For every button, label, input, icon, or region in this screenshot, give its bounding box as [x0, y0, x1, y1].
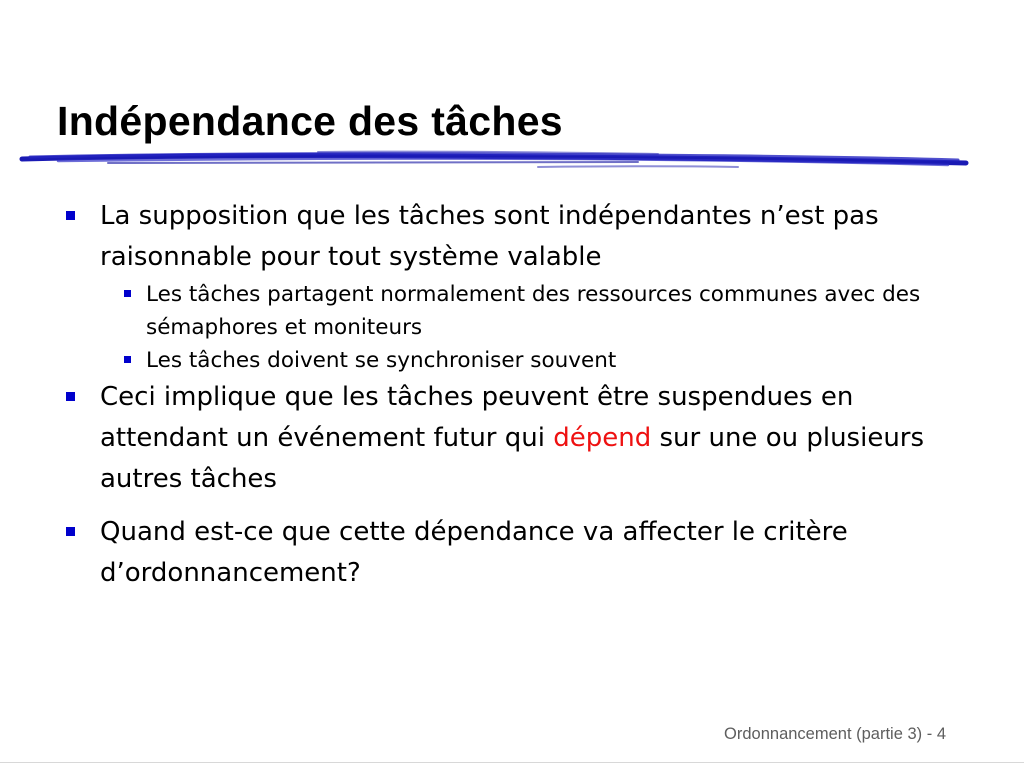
slide-title: Indépendance des tâches [57, 98, 563, 144]
square-bullet-icon [66, 527, 75, 536]
list-item [62, 196, 982, 278]
bullet-text-part: sur une ou plusieurs autres tâches [100, 423, 925, 494]
square-bullet-icon [66, 392, 75, 401]
title-underline-brush-stroke [18, 146, 970, 176]
sub-bullet-text: Les tâches doivent se synchroniser souvent [146, 348, 617, 373]
square-bullet-icon [66, 211, 75, 220]
sub-bullet-list [62, 278, 982, 377]
highlighted-word: dépend [553, 423, 652, 453]
list-item [124, 344, 982, 377]
bullet-text: La supposition que les tâches sont indépendantes n’est pas raisonnable pour tout système valable [100, 201, 879, 272]
bullet-text: Quand est-ce que cette dépendance va affecter le critère d’ordonnancement? [100, 517, 848, 588]
square-bullet-icon [124, 356, 131, 363]
bullet-list [62, 196, 982, 594]
list-item [124, 278, 982, 344]
list-item [62, 377, 982, 500]
bullet-text-part: Ceci implique que les tâches peuvent être suspendues en attendant un événement futur qui [100, 382, 854, 453]
sub-bullet-text: Les tâches partagent normalement des ressources communes avec des sémaphores et moniteurs [146, 282, 921, 340]
list-item [62, 512, 982, 594]
square-bullet-icon [124, 290, 131, 297]
bottom-divider [0, 762, 1024, 763]
slide-footer: Ordonnancement (partie 3) - 4 [724, 725, 946, 743]
